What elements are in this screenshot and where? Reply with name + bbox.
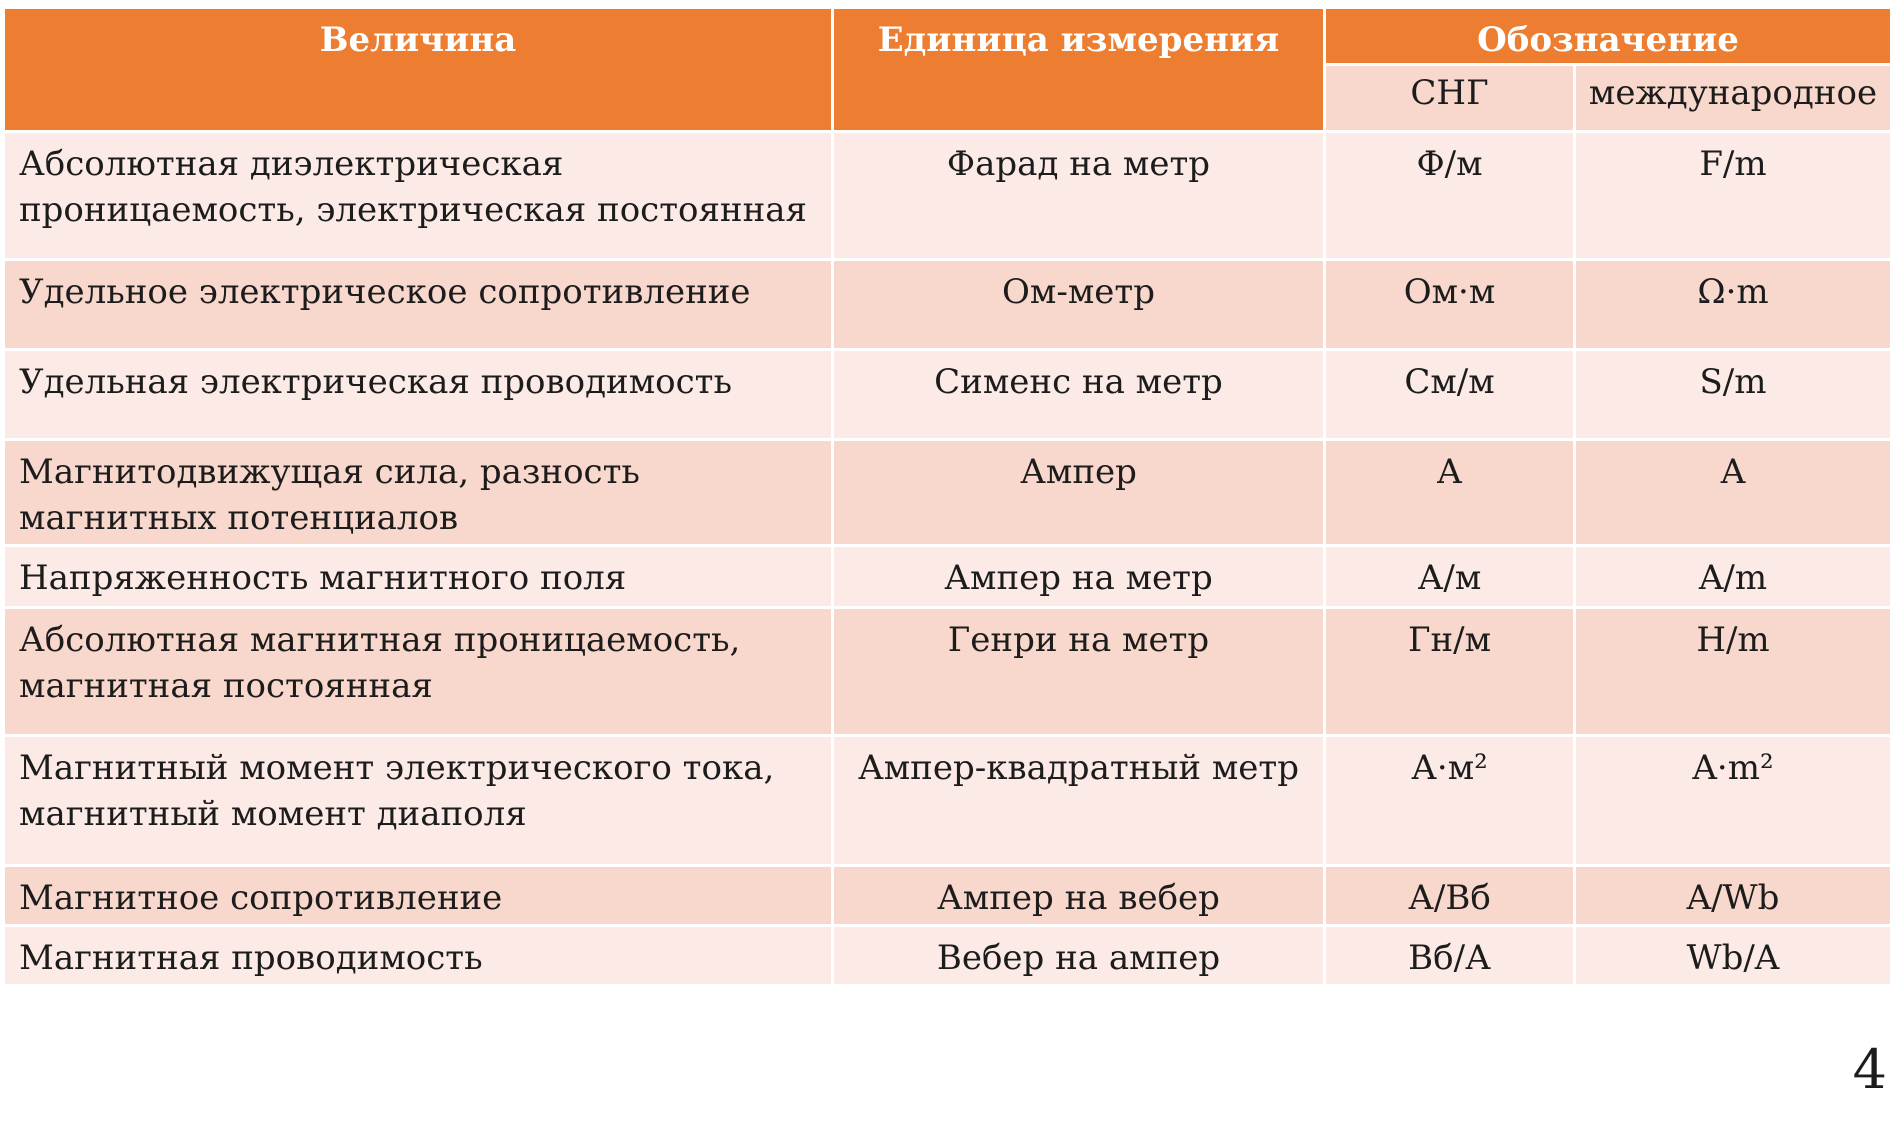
cell-symbol-cis: А/Вб (1325, 866, 1575, 926)
table-row (4, 608, 1892, 736)
header-unit: Единица измерения (833, 8, 1325, 132)
cell-symbol-intl: A/Wb (1575, 866, 1892, 926)
header-symbol-intl: международное (1575, 65, 1892, 132)
header-row-1 (4, 8, 1892, 65)
cell-symbol-intl: Ω·m (1575, 260, 1892, 350)
table-row (4, 926, 1892, 986)
cell-symbol-intl: A/m (1575, 546, 1892, 608)
cell-symbol-cis: А/м (1325, 546, 1575, 608)
units-table (2, 6, 1893, 987)
cell-unit: Ампер-квадратный метр (833, 736, 1325, 866)
cell-unit: Ампер (833, 440, 1325, 546)
table-row (4, 350, 1892, 440)
table-row (4, 260, 1892, 350)
table-row (4, 546, 1892, 608)
header-symbol: Обозначение (1325, 8, 1892, 65)
cell-quantity: Абсолютная диэлектрическая проницаемость, электрическая постоянная (4, 132, 833, 260)
cell-symbol-cis: А (1325, 440, 1575, 546)
cell-unit: Ом-метр (833, 260, 1325, 350)
cell-quantity: Магнитный момент электрического тока, магнитный момент диаполя (4, 736, 833, 866)
cell-quantity: Удельное электрическое сопротивление (4, 260, 833, 350)
cell-unit: Генри на метр (833, 608, 1325, 736)
cell-unit: Сименс на метр (833, 350, 1325, 440)
header-quantity: Величина (4, 8, 833, 132)
table-row (4, 132, 1892, 260)
slide-number: 4 (1852, 1038, 1887, 1101)
cell-quantity: Напряженность магнитного поля (4, 546, 833, 608)
cell-symbol-intl: A·m² (1575, 736, 1892, 866)
cell-symbol-intl: Wb/A (1575, 926, 1892, 986)
cell-symbol-cis: Гн/м (1325, 608, 1575, 736)
cell-unit: Ампер на метр (833, 546, 1325, 608)
cell-symbol-intl: A (1575, 440, 1892, 546)
cell-quantity: Удельная электрическая проводимость (4, 350, 833, 440)
cell-symbol-cis: А·м² (1325, 736, 1575, 866)
cell-symbol-cis: Вб/А (1325, 926, 1575, 986)
cell-symbol-cis: Ф/м (1325, 132, 1575, 260)
table-row (4, 736, 1892, 866)
cell-quantity: Магнитная проводимость (4, 926, 833, 986)
cell-quantity: Магнитодвижущая сила, разность магнитных потенциалов (4, 440, 833, 546)
cell-unit: Ампер на вебер (833, 866, 1325, 926)
cell-symbol-intl: S/m (1575, 350, 1892, 440)
cell-quantity: Магнитное сопротивление (4, 866, 833, 926)
table-row (4, 440, 1892, 546)
header-symbol-cis: СНГ (1325, 65, 1575, 132)
table-row (4, 866, 1892, 926)
cell-symbol-intl: F/m (1575, 132, 1892, 260)
cell-symbol-cis: См/м (1325, 350, 1575, 440)
cell-quantity: Абсолютная магнитная проницаемость, магнитная постоянная (4, 608, 833, 736)
cell-unit: Фарад на метр (833, 132, 1325, 260)
cell-symbol-intl: H/m (1575, 608, 1892, 736)
cell-symbol-cis: Ом·м (1325, 260, 1575, 350)
cell-unit: Вебер на ампер (833, 926, 1325, 986)
